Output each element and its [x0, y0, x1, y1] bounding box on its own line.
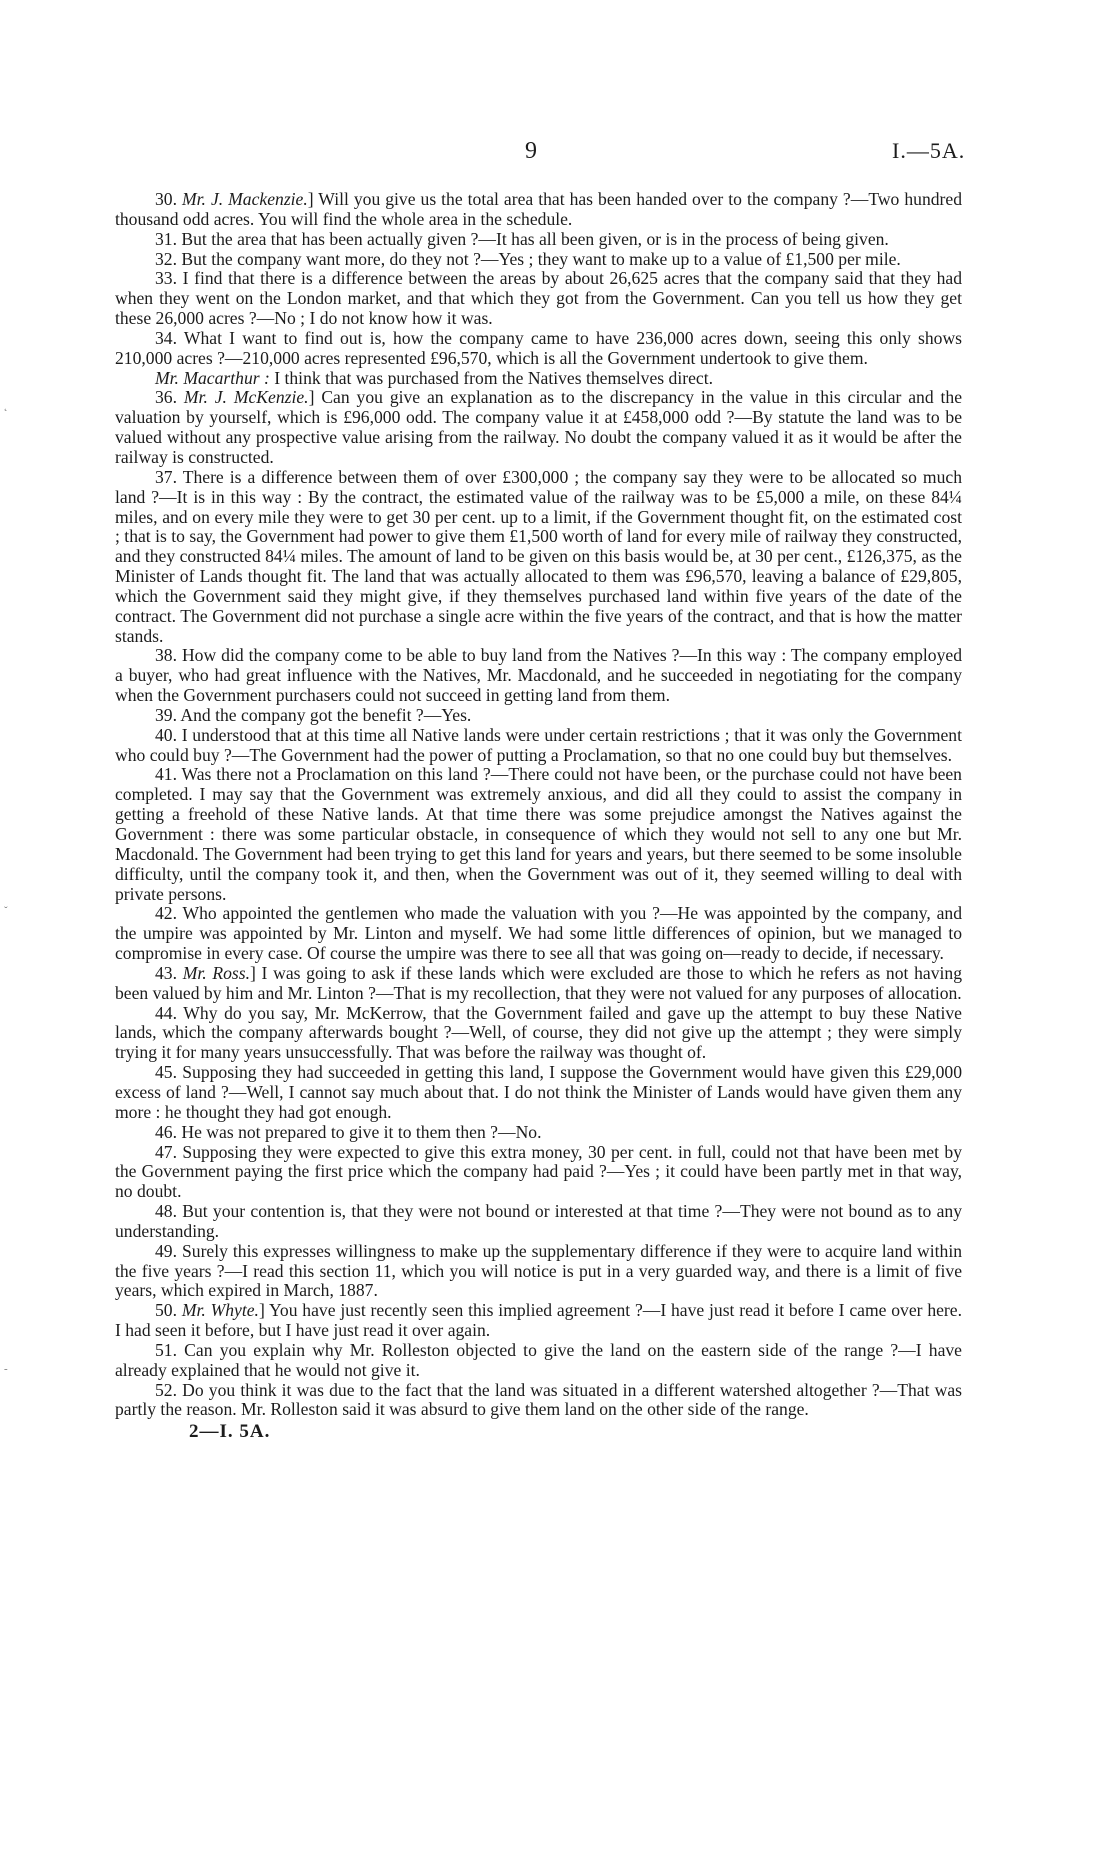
- question-number: 47.: [155, 1141, 183, 1162]
- testimony-paragraph: [115, 1381, 962, 1421]
- paragraph-text: What I want to find out is, how the company came to have 236,000 acres down, seeing this only shows 210,000 acres ?—210,000 acres represented £96,570, which is all the Government undertook to give them.: [115, 327, 963, 368]
- paragraph-text: I understood that at this time all Native lands were under certain restrictions ; that it was only the Government who could buy ?—The Government had the power of putting a Proclamation, so that no one could buy but themselves.: [115, 724, 962, 765]
- question-number: 49.: [155, 1240, 182, 1261]
- question-number: 46.: [155, 1121, 182, 1142]
- testimony-paragraph: [115, 388, 962, 467]
- question-number: 45.: [155, 1062, 183, 1083]
- margin-mark: ‐: [4, 1363, 8, 1375]
- question-number: 30.: [155, 189, 182, 209]
- testimony-paragraph: [115, 269, 962, 329]
- question-number: 40.: [155, 724, 182, 745]
- paragraph-text: But the company want more, do they not ?—Yes ; they want to make up to a value of £1,500 per mile.: [181, 248, 901, 269]
- question-number: 44.: [155, 1002, 184, 1023]
- testimony-paragraph: [115, 964, 962, 1004]
- testimony-paragraph: [115, 1004, 962, 1064]
- question-number: 48.: [155, 1201, 183, 1222]
- testimony-paragraph: [115, 706, 962, 726]
- testimony-paragraph: [115, 329, 962, 369]
- testimony-paragraph: [115, 726, 962, 766]
- speaker-name: Mr. J. McKenzie.: [183, 387, 309, 408]
- document-reference: I.—5A.: [892, 138, 966, 163]
- question-number: 31.: [155, 228, 182, 249]
- testimony-paragraph: [115, 369, 962, 389]
- question-number: 37.: [155, 466, 183, 487]
- testimony-paragraph: [115, 904, 962, 964]
- testimony-paragraph: [115, 1242, 962, 1302]
- paragraph-text: Can you explain why Mr. Rolleston objected to give the land on the eastern side of the range ?—I have already explained that he would not give it.: [115, 1339, 962, 1380]
- testimony-paragraph: [115, 646, 962, 706]
- paragraph-text: ] Will you give us the total area that has been handed over to the company ?—Two hundred thousand odd acres. You will find the whole area in the schedule.: [115, 189, 962, 229]
- paragraph-text: ] Can you give an explanation as to the discrepancy in the value in this circular and the valuation by yourself, which is £96,000 odd. The company value it at £458,000 odd ?—By statute the land was to be valued without any prospective value arising from the railway. No doubt the company valued it as it would be after the railway is constructed.: [115, 387, 963, 467]
- testimony-paragraph: [115, 1202, 962, 1242]
- testimony-paragraph: [115, 765, 962, 904]
- question-number: 39.: [155, 704, 181, 725]
- paragraph-text: Why do you say, Mr. McKerrow, that the Government failed and gave up the attempt to buy these Native lands, which the company afterwards bought ?—Well, of course, they did not give up the attempt ; they were simply trying it for many years unsuccessfully. That was before the railway was thought of.: [115, 1002, 962, 1063]
- speaker-name: Mr. Ross.: [182, 962, 250, 983]
- speaker-name: Mr. J. Mackenzie.: [182, 189, 308, 209]
- page-number: 9: [525, 138, 537, 164]
- testimony-paragraph: [115, 230, 962, 250]
- speaker-name: Mr. Macarthur :: [155, 367, 270, 388]
- question-number: 42.: [155, 903, 183, 924]
- paragraph-text: Do you think it was due to the fact that the land was situated in a different watershed altogether ?—That was partly the reason. Mr. Rolleston said it was absurd to give them land on the other side of the range.: [115, 1379, 963, 1420]
- signature-reference: 2—I. 5A.: [189, 1421, 271, 1443]
- testimony-paragraph: [115, 1341, 962, 1381]
- question-number: 33.: [155, 268, 183, 289]
- paragraph-text: Surely this expresses willingness to make up the supplementary difference if they were to acquire land within the five years ?—I read this section 11, which you will notice is put in a very guarded way, and there is a limit of five years, which expired in March, 1887.: [115, 1240, 963, 1301]
- question-number: 38.: [155, 645, 182, 666]
- testimony-paragraph: [115, 250, 962, 270]
- question-number: 34.: [155, 327, 184, 348]
- paragraph-text: Was there not a Proclamation on this land ?—There could not have been, or the purchase could not have been completed. I may say that the Government was extremely anxious, and did all they could to assist the company in getting a freehold of these Native lands. At that time there was some prejudice amongst the Natives against the Government : there was some particular obstacle, in consequence of which they would not sell to any one but Mr. Macdonald. The Government had been trying to get this land for years and years, but there seemed to be some insoluble difficulty, until the company took it, and then, when the Government was out of it, they seemed willing to deal with private persons.: [115, 764, 962, 904]
- question-number: 51.: [155, 1339, 185, 1360]
- question-number: 43.: [155, 962, 183, 983]
- paragraph-text: ] You have just recently seen this implied agreement ?—I have just read it before I came over here. I had seen it before, but I have just read it over again.: [115, 1300, 962, 1341]
- speaker-name: Mr. Whyte.: [181, 1300, 259, 1321]
- testimony-body: [115, 190, 962, 1442]
- question-number: 32.: [155, 248, 182, 269]
- paragraph-text: Who appointed the gentlemen who made the valuation with you ?—He was appointed by the company, and the umpire was appointed by Mr. Linton and myself. We had some little differences of opinion, but we managed to compromise in every case. Of course the umpire was there to see all that was going on—ready to decide, if necessary.: [115, 903, 963, 964]
- paragraph-text: He was not prepared to give it to them then ?—No.: [181, 1121, 542, 1142]
- paragraph-text: I think that was purchased from the Natives themselves direct.: [269, 367, 713, 388]
- paragraph-text: I find that there is a difference between the areas by about 26,625 acres that the company said that they had when they went on the London market, and that which they got from the Government. Can you tell us how they get these 26,000 acres ?—No ; I do not know how it was.: [115, 268, 963, 329]
- question-number: 50.: [155, 1300, 182, 1321]
- margin-mark: ˇ: [4, 905, 8, 917]
- testimony-paragraph: [115, 1123, 962, 1143]
- paragraph-text: How did the company come to be able to buy land from the Natives ?—In this way : The company employed a buyer, who had great influence with the Natives, Mr. Macdonald, and he succeeded in negotiating for the company when the Government purchasers could not succeed in getting land from them.: [115, 645, 962, 706]
- paragraph-text: Supposing they had succeeded in getting this land, I suppose the Government would have given this £29,000 excess of land ?—Well, I cannot say much about that. I do not think the Minister of Lands would have given them any more : he thought they had got enough.: [115, 1062, 963, 1122]
- question-number: 36.: [155, 387, 184, 408]
- margin-mark: ˛: [4, 400, 8, 412]
- question-number: 52.: [155, 1379, 183, 1400]
- testimony-paragraph: [115, 1143, 962, 1203]
- paragraph-text: But the area that has been actually given ?—It has all been given, or is in the process of being given.: [181, 228, 889, 249]
- testimony-paragraph: [115, 468, 962, 647]
- paragraph-text: But your contention is, that they were not bound or interested at that time ?—They were not bound as to any understanding.: [115, 1201, 963, 1241]
- question-number: 41.: [155, 764, 182, 785]
- testimony-paragraph: [115, 190, 962, 230]
- paragraph-text: ] I was going to ask if these lands which were excluded are those to which he refers as not having been valued by him and Mr. Linton ?—That is my recollection, that they were not valued for any purposes of allocation.: [115, 962, 962, 1003]
- paragraph-text: And the company got the benefit ?—Yes.: [180, 704, 472, 725]
- paragraph-text: Supposing they were expected to give this extra money, 30 per cent. in full, could not that have been met by the Government paying the first price which the company had paid ?—Yes ; it could have been partly met in that way, no doubt.: [115, 1141, 963, 1202]
- paragraph-text: There is a difference between them of over £300,000 ; the company say they were to be allocated so much land ?—It is in this way : By the contract, the estimated value of the railway was to be £5,000 a mile, on these 84¼ miles, and on every mile they were to get 30 per cent. up to a limit, if the Government thought fit, on the estimated cost ; that is to say, the Government had power to give them £1,500 worth of land for every mile of railway they constructed, and they constructed 84¼ miles. The amount of land to be given on this basis would be, at 30 per cent., £126,375, as the Minister of Lands thought fit. The land that was actually allocated to them was £96,570, leaving a balance of £29,805, which the Government said they might give, if they themselves purchased land within five years of the date of the contract. The Government did not purchase a single acre within the five years of the contract, and that is how the matter stands.: [115, 466, 962, 646]
- testimony-paragraph: [115, 1063, 962, 1123]
- testimony-paragraph: [115, 1301, 962, 1341]
